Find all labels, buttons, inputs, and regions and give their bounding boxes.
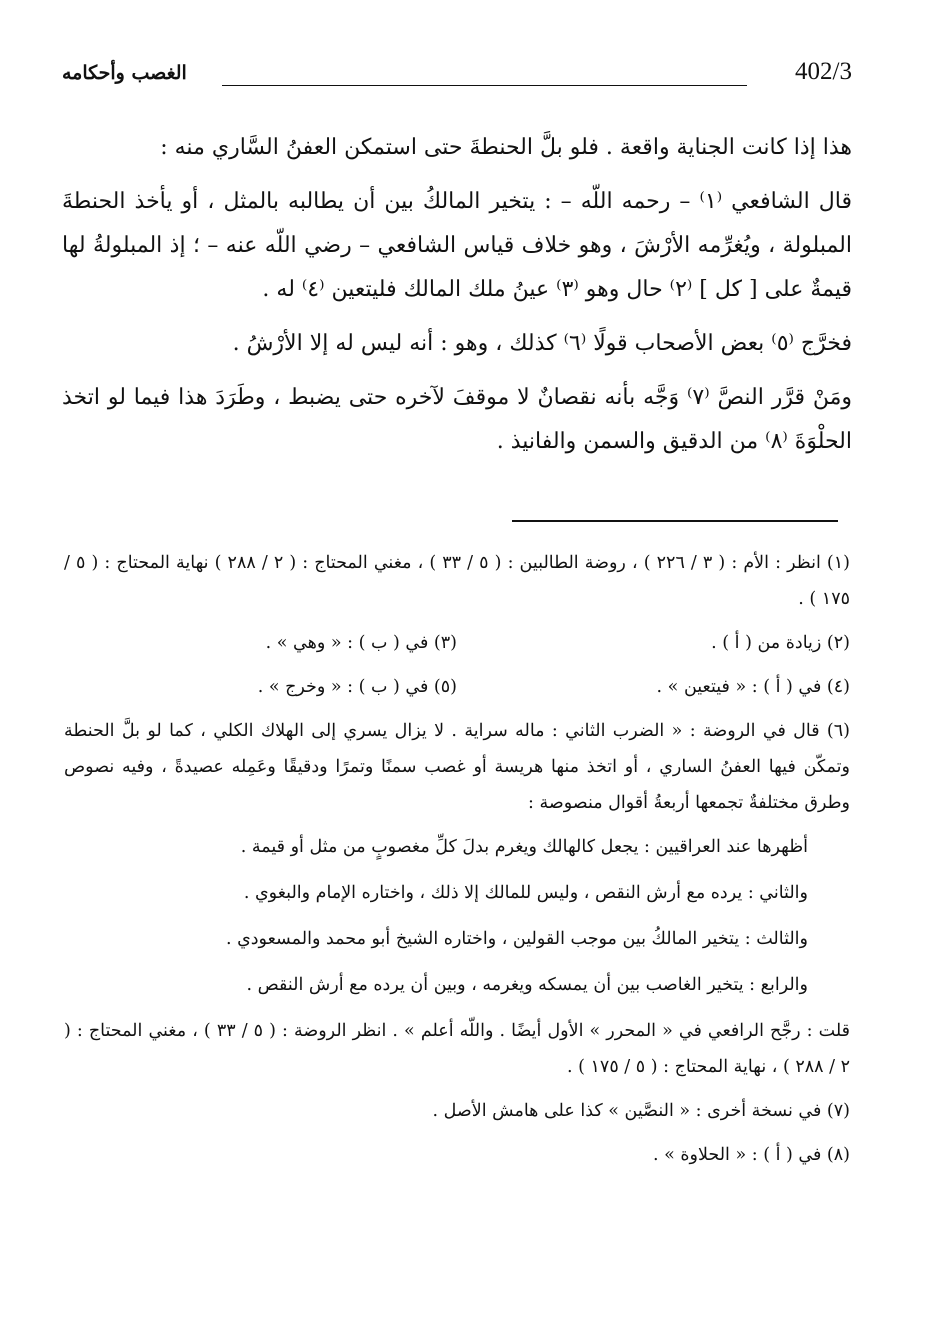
book-title: الغصب وأحكامه <box>62 62 187 84</box>
page-number: 402/3 <box>795 58 852 85</box>
footnote-6-conclusion: قلت : رجَّح الرافعي في « المحرر » الأول أيضًا . واللّه أعلم » . انظر الروضة : ( ٥ / ٣٣ ) ، مغني المحتاج : ( ٢ / ٢٨٨ ) ، نهاية المحتاج : ( ٥ / ١٧٥ ) . <box>64 1021 850 1077</box>
main-paragraph-4: ومَنْ قرَّر النصَّ ⁽٧⁾ وَجَّه بأنه نقصانٌ لا موقفَ لآخره حتى يضبط ، وطَرَدَ هذا فيما لو اتخذ الحلْوَةَ ⁽٨⁾ من الدقيق والسمن والفانيذ . <box>62 385 852 454</box>
footnote-6-opinion-1: أظهرها عند العراقيين : يجعل كالهالك ويغرم بدلَ كلِّ مغصوبٍ من مثل أو قيمة . <box>240 837 808 857</box>
footnote-5: (٥) في ( ب ) : « وخرج » . <box>257 677 457 697</box>
footnote-2: (٢) زيادة من ( أ ) . <box>711 633 850 653</box>
footnote-3: (٣) في ( ب ) : « وهي » . <box>265 633 457 653</box>
footnote-6-opinion-3: والثالث : يتخير المالكُ بين موجب القولين ، واختاره الشيخ أبو محمد والمسعودي . <box>225 929 808 949</box>
footnote-6: (٦) قال في الروضة : « الضرب الثاني : ماله سراية . لا يزال يسري إلى الهلاك الكلي ، كما لو بلَّ الحنطة وتمكّن فيها العفنُ الساري ، أو اتخذ منها هريسة أو غصب سمنًا وتمرًا ودقيقًا وعَمِله عصيدةً ، وفيه نصوص وطرق مختلفةٌ تجمعها أربعةُ أقوال منصوصة : <box>64 721 850 813</box>
main-text <box>62 126 852 474</box>
main-paragraph-1: هذا إذا كانت الجناية واقعة . فلو بلَّ الحنطةَ حتى استمكن العفنُ السَّاري منه : <box>160 135 852 160</box>
footnote-row-2-3 <box>64 625 850 661</box>
footnote-separator <box>512 520 838 522</box>
running-header <box>62 58 852 98</box>
footnote-row-4-5 <box>64 669 850 705</box>
footnote-6-opinion-4: والرابع : يتخير الغاصب بين أن يمسكه ويغرمه ، وبين أن يرده مع أرش النقص . <box>246 975 808 995</box>
footnote-4: (٤) في ( أ ) : « فيتعين » . <box>656 677 850 697</box>
footnote-1: (١) انظر : الأم : ( ٣ / ٢٢٦ ) ، روضة الطالبين : ( ٥ / ٣٣ ) ، مغني المحتاج : ( ٢ / ٢٨٨ ) نهاية المحتاج : ( ٥ / ١٧٥ ) . <box>64 553 850 609</box>
footnote-7: (٧) في نسخة أخرى : « النصَّين » كذا على هامش الأصل . <box>432 1101 850 1121</box>
footnote-6-opinion-2: والثاني : يرده مع أرش النقص ، وليس للمالك إلا ذلك ، واختاره الإمام والبغوي . <box>243 883 808 903</box>
header-rule <box>222 85 747 86</box>
footnotes <box>64 545 850 1181</box>
main-paragraph-3: فخرَّج ⁽٥⁾ بعض الأصحاب قولًا ⁽٦⁾ كذلك ، وهو : أنه ليس له إلا الأرْشُ . <box>232 331 852 356</box>
footnote-8: (٨) في ( أ ) : « الحلاوة » . <box>652 1145 850 1165</box>
main-paragraph-2: قال الشافعي ⁽١⁾ – رحمه اللّه – : يتخير المالكُ بين أن يطالبه بالمثل ، أو يأخذ الحنطةَ المبلولة ، ويُغرِّمه الأرْشَ ، وهو خلاف قياس الشافعي – رضي اللّه عنه – ؛ إذ المبلولةُ لها قيمةٌ على [ كل ] ⁽٢⁾ حال وهو ⁽٣⁾ عينُ ملك المالك فليتعين ⁽٤⁾ له . <box>62 189 852 302</box>
